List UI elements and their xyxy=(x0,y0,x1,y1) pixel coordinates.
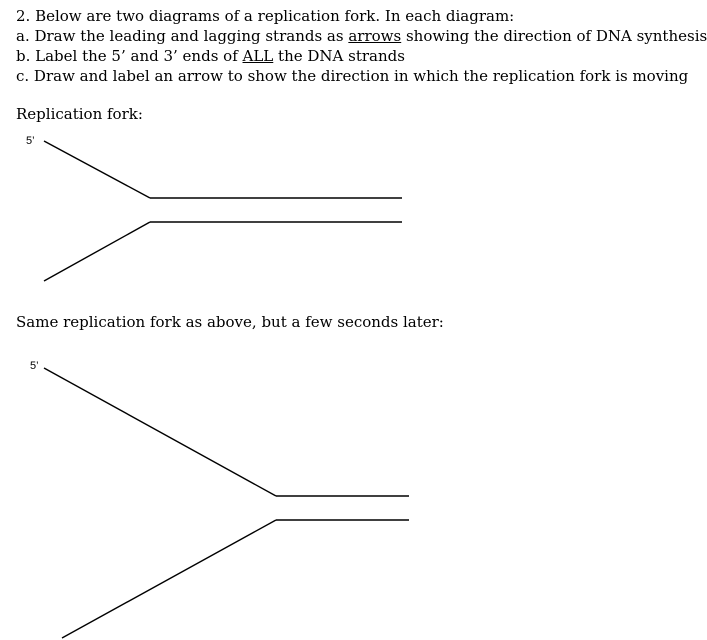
instruction-a-start: a. Draw the leading and lagging strands as xyxy=(16,27,349,45)
instruction-b-end: the DNA strands xyxy=(273,47,405,65)
diagram1-5prime-label: 5’ xyxy=(26,135,35,147)
instruction-a-emphasis: arrows xyxy=(348,27,402,45)
instruction-b-start: b. Label the 5’ and 3’ ends of xyxy=(16,47,243,65)
diagram1-title: Replication fork: xyxy=(16,105,143,123)
instruction-a-end: showing the direction of DNA synthesis xyxy=(401,27,707,45)
diagram2-5prime-label: 5’ xyxy=(30,360,39,372)
fork2-bottom-arm xyxy=(62,520,276,638)
instruction-b-emphasis: ALL xyxy=(242,47,274,65)
fork2-top-arm xyxy=(44,368,276,496)
instruction-c: c. Draw and label an arrow to show the direction in which the replication fork is moving xyxy=(16,67,689,85)
diagram2-title: Same replication fork as above, but a few seconds later: xyxy=(16,313,444,331)
question-header: 2. Below are two diagrams of a replication fork. In each diagram: xyxy=(16,7,515,25)
